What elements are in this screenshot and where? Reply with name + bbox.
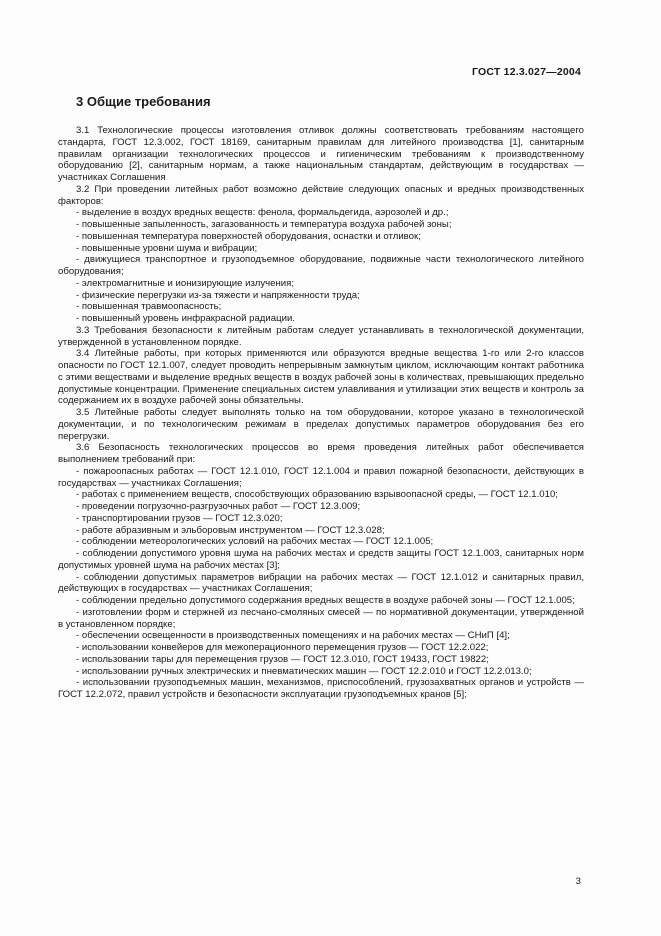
- list-item: - использовании грузоподъемных машин, механизмов, приспособлений, грузозахватных органов и устройств — ГОСТ 12.2.072, правил устройств и безопасности эксплуатации грузоподъемных кранов [5];: [58, 677, 584, 700]
- list-item: - повышенный уровень инфракрасной радиации.: [76, 313, 295, 324]
- list-item: - работах с применением веществ, способствующих образованию взрывоопасной среды, — ГОСТ 12.1.010;: [76, 489, 558, 501]
- document-body: [58, 125, 584, 701]
- list-item: - соблюдении предельно допустимого содержания вредных веществ в воздухе рабочей зоны — ГОСТ 12.1.005;: [76, 595, 575, 606]
- list-item: - движущиеся транспортное и грузоподъемное оборудование, подвижные части технологического литейного оборудования;: [58, 254, 584, 277]
- list-item: - использовании тары для перемещения грузов — ГОСТ 12.3.010, ГОСТ 19433, ГОСТ 19822;: [76, 653, 489, 665]
- list-item: - обеспечении освещенности в производственных помещениях и на рабочих местах — СНиП [4];: [76, 630, 510, 642]
- list-item: - работе абразивным и эльборовым инструментом — ГОСТ 12.3.028;: [76, 524, 385, 536]
- list-item: - физические перегрузки из-за тяжести и напряженности труда;: [76, 289, 360, 301]
- paragraph-3-4: 3.4 Литейные работы, при которых применяются или образуются вредные вещества 1-го или 2-го классов опасности по ГОСТ 12.1.007, следует проводить непрерывным замкнутым циклом, исключающим контакт работника с этими веществами и выделение вредных веществ в воздух рабочей зоны в количествах, превышающих предельно допустимые концентрации. Применение специальных систем улавливания и утилизации этих веществ и контроль за содержанием их в воздухе рабочей зоны обязательны.: [58, 348, 584, 407]
- list-item: - использовании конвейеров для межоперационного перемещения грузов — ГОСТ 12.2.022;: [76, 642, 489, 653]
- section-title: 3 Общие требования: [76, 94, 211, 109]
- list-item: - использовании ручных электрических и пневматических машин — ГОСТ 12.2.010 и ГОСТ 12.2.013.0;: [76, 665, 532, 677]
- list-item: - повышенная травмоопасность;: [76, 301, 222, 313]
- list-item: - проведении погрузочно-разгрузочных работ — ГОСТ 12.3.009;: [76, 501, 361, 512]
- list-item: - соблюдении допустимого уровня шума на рабочих местах и средств защиты ГОСТ 12.1.003, санитарных норм допустимых уровней шума на рабочих местах [3];: [58, 548, 584, 571]
- paragraph-3-2: 3.2 При проведении литейных работ возможно действие следующих опасных и вредных производственных факторов:: [58, 183, 584, 207]
- paragraph-3-3: 3.3 Требования безопасности к литейным работам следует устанавливать в технологической документации, утвержденной в установленном порядке.: [58, 324, 584, 348]
- list-item: - соблюдении метеорологических условий на рабочих местах — ГОСТ 12.1.005;: [76, 536, 434, 548]
- list-item: - соблюдении допустимых параметров вибрации на рабочих местах — ГОСТ 12.1.012 и санитарных правил, действующих в государствах — участниках Соглашения;: [58, 571, 584, 595]
- list-item: - пожароопасных работах — ГОСТ 12.1.010, ГОСТ 12.1.004 и правил пожарной безопасности, действующих в государствах — участниках Соглашения;: [58, 465, 584, 489]
- standard-code-header: ГОСТ 12.3.027—2004: [472, 66, 581, 78]
- page-number: 3: [575, 876, 581, 887]
- list-item: - электромагнитные и ионизирующие излучения;: [76, 277, 295, 289]
- paragraph-3-1: 3.1 Технологические процессы изготовления отливок должны соответствовать требованиям настоящего стандарта, ГОСТ 12.3.002, ГОСТ 18169, санитарным правилам для литейного производства [1], санитарным правилам организации технологических процессов и гигиеническим требованиям к производственному оборудованию [2], санитарным нормам, а также национальным стандартам, действующим в государствах — участниках Соглашения: [58, 125, 584, 183]
- paragraph-3-5: 3.5 Литейные работы следует выполнять только на том оборудовании, которое указано в технологической документации, и по технологическим режимам в пределах допустимых параметров оборудования без его перегрузки.: [58, 407, 584, 442]
- list-item: - изготовлении форм и стержней из песчано-смоляных смесей — по нормативной документации, утвержденной в установленном порядке;: [58, 606, 584, 630]
- list-item: - повышенные запыленность, загазованность и температура воздуха рабочей зоны;: [76, 219, 452, 230]
- list-item: - выделение в воздух вредных веществ: фенола, формальдегида, аэрозолей и др.;: [76, 207, 449, 219]
- list-item: - повышенные уровни шума и вибрации;: [76, 242, 258, 254]
- list-item: - транспортировании грузов — ГОСТ 12.3.020;: [76, 512, 283, 524]
- list-item: - повышенная температура поверхностей оборудования, оснастки и отливок;: [76, 230, 421, 242]
- paragraph-3-6: 3.6 Безопасность технологических процессов во время проведения литейных работ обеспечивается выполнением требований при:: [58, 442, 584, 465]
